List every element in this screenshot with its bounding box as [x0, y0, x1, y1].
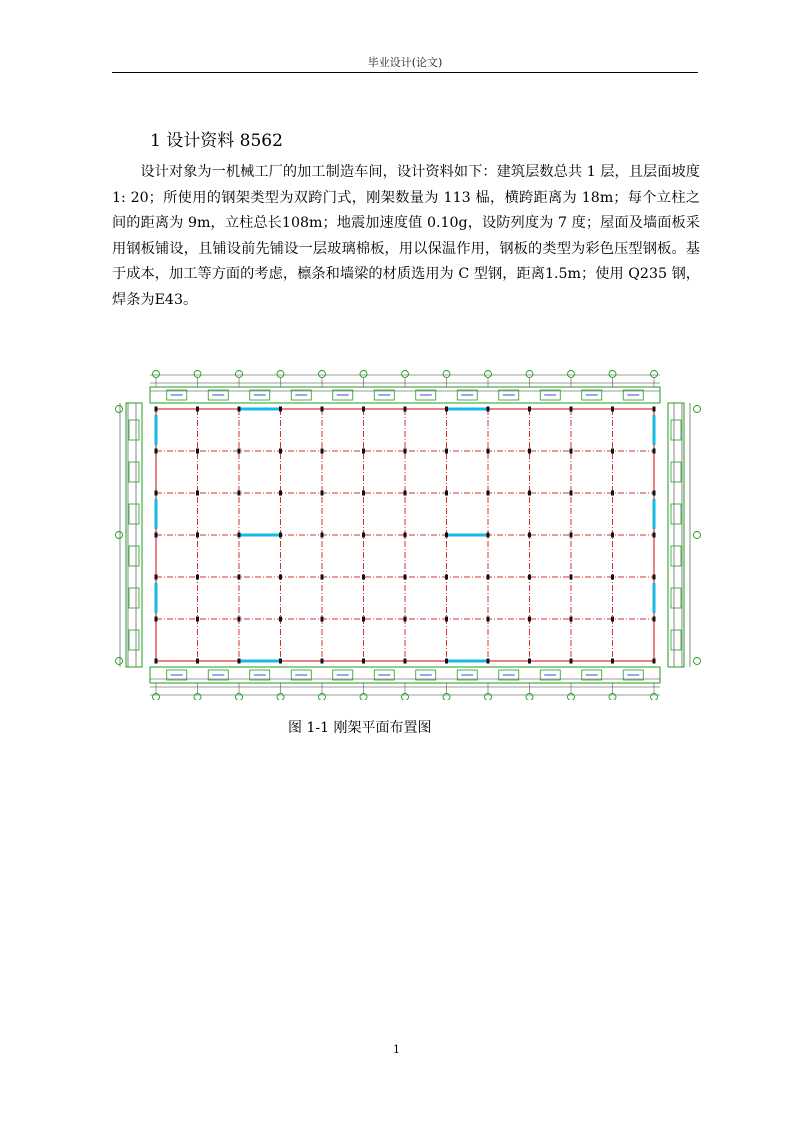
frame-plan-svg [113, 364, 703, 700]
axis-bubble-top [277, 371, 284, 378]
axis-bubble-right [694, 658, 701, 665]
axis-bubble-bottom [153, 694, 160, 701]
body-text [112, 160, 700, 314]
column-node [196, 407, 199, 412]
column-node [155, 659, 158, 664]
axis-bubble-bottom [277, 694, 284, 701]
column-node [487, 575, 490, 580]
column-node [362, 659, 365, 664]
column-node [445, 575, 448, 580]
column-node [528, 575, 531, 580]
axis-bubble-top [360, 371, 367, 378]
column-node [279, 533, 282, 538]
wall-panel-right [671, 546, 681, 566]
column-node [321, 407, 324, 412]
column-node [321, 491, 324, 496]
axis-bubble-right [694, 406, 701, 413]
axis-bubble-top [526, 371, 533, 378]
column-node [155, 575, 158, 580]
column-node [570, 659, 573, 664]
axis-bubble-bottom [402, 694, 409, 701]
column-node [487, 491, 490, 496]
axis-bubble-right [694, 532, 701, 539]
column-node [570, 617, 573, 622]
column-node [528, 617, 531, 622]
column-node [487, 449, 490, 454]
frame-plan-drawing [113, 364, 703, 700]
column-node [653, 659, 656, 664]
wall-panel-left [129, 630, 139, 650]
column-node [196, 491, 199, 496]
column-node [653, 449, 656, 454]
column-node [321, 575, 324, 580]
column-node [487, 617, 490, 622]
column-node [570, 449, 573, 454]
axis-bubble-top [568, 371, 575, 378]
column-node [528, 449, 531, 454]
column-node [196, 617, 199, 622]
axis-bubble-top [485, 371, 492, 378]
header-rule [112, 72, 698, 73]
column-node [362, 533, 365, 538]
wall-panel-left [129, 546, 139, 566]
column-node [404, 575, 407, 580]
column-node [653, 407, 656, 412]
column-node [321, 659, 324, 664]
axis-bubble-bottom [443, 694, 450, 701]
column-node [279, 449, 282, 454]
column-node [528, 491, 531, 496]
wall-panel-left [129, 588, 139, 608]
column-node [238, 449, 241, 454]
wall-panel-right [671, 630, 681, 650]
column-node [528, 659, 531, 664]
column-node [528, 533, 531, 538]
axis-bubble-bottom [609, 694, 616, 701]
column-node [155, 617, 158, 622]
column-node [238, 407, 241, 412]
figure-caption: 图 1-1 刚架平面布置图 [288, 720, 432, 736]
column-node [570, 533, 573, 538]
column-node [155, 491, 158, 496]
column-node [238, 659, 241, 664]
column-node [321, 533, 324, 538]
column-node [404, 491, 407, 496]
column-node [445, 659, 448, 664]
column-node [611, 407, 614, 412]
column-node [321, 617, 324, 622]
axis-bubble-top [443, 371, 450, 378]
column-node [279, 659, 282, 664]
column-node [155, 533, 158, 538]
column-node [653, 491, 656, 496]
column-node [404, 659, 407, 664]
column-node [321, 449, 324, 454]
column-node [196, 659, 199, 664]
column-node [196, 533, 199, 538]
wall-panel-right [671, 504, 681, 524]
axis-bubble-top [402, 371, 409, 378]
axis-bubble-left [116, 658, 123, 665]
wall-panel-left [129, 462, 139, 482]
column-node [487, 533, 490, 538]
column-node [445, 533, 448, 538]
wall-panel-left [129, 420, 139, 440]
axis-bubble-top [153, 371, 160, 378]
column-node [611, 659, 614, 664]
column-node [404, 533, 407, 538]
column-node [570, 491, 573, 496]
axis-bubble-bottom [236, 694, 243, 701]
axis-bubble-top [609, 371, 616, 378]
design-data-paragraph: 设计对象为一机械工厂的加工制造车间，设计资料如下：建筑层数总共 1 层，且层面坡度1: 20；所使用的钢架类型为双跨门式，刚架数量为 113 榀，横跨距离为 18m；每个立柱之间的距离为 9m，立柱总长108m；地震加速度值 0.10g，设防列度为 7 度；屋面及墙面板采用钢板铺设，且铺设前先铺设一层玻璃棉板，用以保温作用，钢板的类型为彩色压型钢板。基于成本，加工等方面的考虑，檩条和墙梁的材质选用为 C 型钢，距离1.5m；使用 Q235 钢，焊条为E43。 [112, 164, 700, 308]
wall-panel-right [671, 588, 681, 608]
column-node [238, 575, 241, 580]
axis-bubble-left [116, 406, 123, 413]
column-node [404, 449, 407, 454]
column-node [238, 491, 241, 496]
axis-bubble-top [319, 371, 326, 378]
wall-strip-left [126, 403, 142, 667]
column-node [611, 449, 614, 454]
column-node [279, 575, 282, 580]
column-node [528, 407, 531, 412]
column-node [611, 491, 614, 496]
column-node [487, 659, 490, 664]
axis-bubble-bottom [319, 694, 326, 701]
axis-bubble-left [116, 532, 123, 539]
column-node [404, 617, 407, 622]
column-node [487, 407, 490, 412]
column-node [653, 575, 656, 580]
axis-bubble-bottom [651, 694, 658, 701]
axis-bubble-bottom [526, 694, 533, 701]
axis-bubble-bottom [194, 694, 201, 701]
column-node [155, 449, 158, 454]
column-node [155, 407, 158, 412]
section-title: 1 设计资料 8562 [150, 131, 283, 151]
column-node [279, 617, 282, 622]
column-node [362, 449, 365, 454]
column-node [445, 407, 448, 412]
column-node [362, 575, 365, 580]
axis-bubble-top [651, 371, 658, 378]
column-node [611, 617, 614, 622]
column-node [238, 533, 241, 538]
axis-bubble-bottom [360, 694, 367, 701]
column-node [611, 533, 614, 538]
wall-strip-bottom [150, 667, 660, 683]
wall-strip-top [150, 387, 660, 403]
column-node [362, 617, 365, 622]
wall-panel-right [671, 420, 681, 440]
column-node [362, 407, 365, 412]
page-number: 1 [393, 1043, 400, 1056]
axis-bubble-top [194, 371, 201, 378]
wall-panel-right [671, 462, 681, 482]
column-node [653, 533, 656, 538]
column-node [445, 491, 448, 496]
column-node [653, 617, 656, 622]
axis-bubble-top [236, 371, 243, 378]
column-node [279, 407, 282, 412]
wall-panel-left [129, 504, 139, 524]
column-node [611, 575, 614, 580]
axis-bubble-bottom [485, 694, 492, 701]
axis-bubble-bottom [568, 694, 575, 701]
column-node [279, 491, 282, 496]
page-header: 毕业设计(论文) [367, 56, 443, 69]
column-node [445, 449, 448, 454]
column-node [362, 491, 365, 496]
column-node [404, 407, 407, 412]
column-node [570, 575, 573, 580]
column-node [196, 575, 199, 580]
column-node [445, 617, 448, 622]
wall-strip-right [668, 403, 684, 667]
column-node [570, 407, 573, 412]
column-node [196, 449, 199, 454]
column-node [238, 617, 241, 622]
